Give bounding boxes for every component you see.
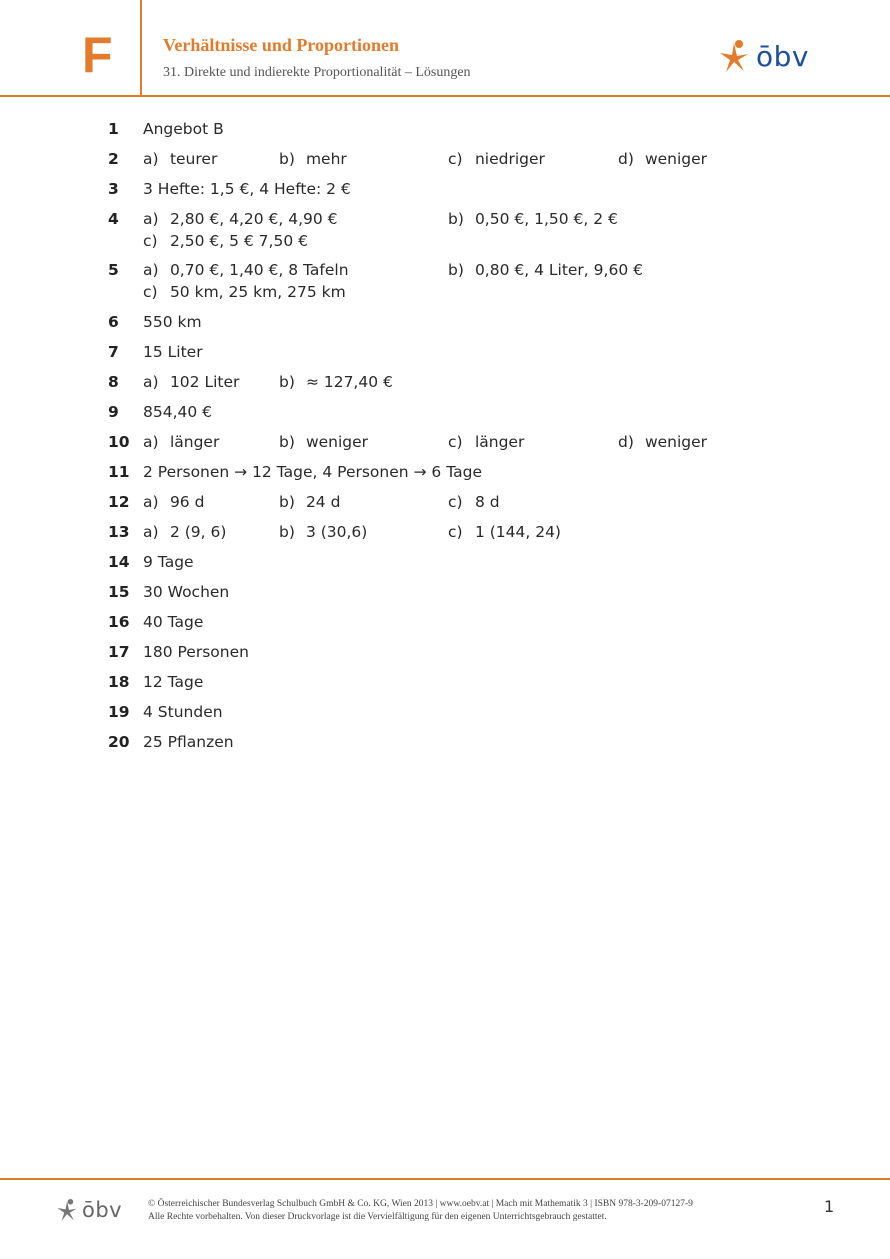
sub-label: a) [143, 373, 159, 391]
copyright-line-1: © Österreichischer Bundesverlag Schulbuch GmbH & Co. KG, Wien 2013 | www.oebv.at | Mach mit Mathematik 3 | ISBN 978-3-209-07127-9 [148, 1199, 693, 1209]
sub-label: a) [143, 523, 159, 541]
answer-cell [143, 371, 239, 393]
answer-number: 17 [108, 643, 130, 661]
answer-text: 15 Liter [143, 343, 203, 361]
answer-cell [279, 491, 340, 513]
sub-label: a) [143, 433, 159, 451]
answer-text: 0,50 €, 1,50 €, 2 € [474, 210, 618, 228]
chapter-title: Verhältnisse und Proportionen [163, 35, 400, 55]
answer-text: 1 (144, 24) [474, 523, 561, 541]
header-divider [140, 0, 142, 95]
obv-star-icon [718, 39, 750, 73]
answer-number: 18 [108, 673, 130, 691]
answer-cell [279, 431, 368, 453]
answer-text: 50 km, 25 km, 275 km [169, 283, 346, 301]
sub-label: b) [448, 210, 464, 228]
answer-cell [143, 208, 338, 230]
obv-star-icon [56, 1198, 78, 1222]
answer-cell [143, 491, 204, 513]
answer-number: 6 [108, 313, 119, 331]
answer-number: 20 [108, 733, 130, 751]
answer-cell [618, 431, 707, 453]
answer-number: 15 [108, 583, 130, 601]
answer-number: 13 [108, 523, 130, 541]
answer-cell [143, 401, 212, 423]
answer-cell [618, 148, 707, 170]
answer-number: 4 [108, 210, 119, 228]
sub-label: b) [279, 373, 295, 391]
footer-divider [0, 1178, 890, 1180]
answer-cell [448, 259, 643, 281]
answer-cell [143, 641, 249, 663]
sub-label: a) [143, 261, 159, 279]
answer-number: 5 [108, 261, 119, 279]
answer-number: 2 [108, 150, 119, 168]
answer-cell [143, 671, 203, 693]
answer-text: 2 Personen → 12 Tage, 4 Personen → 6 Tage [143, 463, 482, 481]
answer-text: 180 Personen [143, 643, 249, 661]
answer-text: 2 (9, 6) [169, 523, 227, 541]
answer-cell [448, 431, 524, 453]
answer-text: teurer [169, 150, 218, 168]
sub-label: b) [279, 523, 295, 541]
sub-label: c) [448, 493, 463, 511]
sub-label: d) [618, 150, 634, 168]
answer-text: 3 (30,6) [305, 523, 368, 541]
answer-number: 14 [108, 553, 130, 571]
sub-label: c) [143, 232, 158, 250]
answer-text: länger [474, 433, 525, 451]
answer-cell [143, 581, 229, 603]
answer-cell [143, 341, 203, 363]
answer-text: 3 Hefte: 1,5 €, 4 Hefte: 2 € [143, 180, 351, 198]
sub-label: a) [143, 493, 159, 511]
answer-cell [143, 611, 203, 633]
sub-label: a) [143, 210, 159, 228]
answer-number: 1 [108, 120, 119, 138]
sub-label: c) [448, 150, 463, 168]
sub-label: c) [143, 283, 158, 301]
answer-cell [143, 701, 223, 723]
section-subtitle: 31. Direkte und indierekte Proportionalität – Lösungen [163, 65, 471, 80]
answer-text: 40 Tage [143, 613, 204, 631]
answer-text: 4 Stunden [143, 703, 223, 721]
answer-cell [143, 311, 202, 333]
copyright-text [148, 1198, 693, 1224]
answer-number: 16 [108, 613, 130, 631]
answer-cell [143, 230, 308, 252]
copyright-line-2: Alle Rechte vorbehalten. Von dieser Druckvorlage ist die Vervielfältigung für den eigenen Unterrichtsgebrauch gestattet. [148, 1212, 607, 1222]
answer-cell [143, 521, 226, 543]
answer-number: 11 [108, 463, 130, 481]
sub-label: d) [618, 433, 634, 451]
answer-cell [143, 431, 219, 453]
publisher-logo [718, 38, 809, 74]
answer-cell [279, 371, 393, 393]
answer-number: 3 [108, 180, 119, 198]
answer-cell [143, 731, 234, 753]
answer-text: 2,80 €, 4,20 €, 4,90 € [169, 210, 338, 228]
answer-number: 8 [108, 373, 119, 391]
answer-text: 0,70 €, 1,40 €, 8 Tafeln [169, 261, 349, 279]
answer-number: 12 [108, 493, 130, 511]
answer-text: 2,50 €, 5 € 7,50 € [169, 232, 308, 250]
answer-cell [279, 521, 367, 543]
answer-text: weniger [305, 433, 369, 451]
answer-text: weniger [644, 433, 708, 451]
sub-label: b) [279, 433, 295, 451]
answer-text: 24 d [305, 493, 341, 511]
answer-text: 102 Liter [169, 373, 240, 391]
answer-cell [143, 259, 349, 281]
answer-cell [143, 148, 217, 170]
answer-text: mehr [305, 150, 347, 168]
answer-text: 12 Tage [143, 673, 204, 691]
answer-text: länger [169, 433, 220, 451]
answer-cell [143, 118, 224, 140]
answer-text: 550 km [143, 313, 202, 331]
answer-cell [279, 148, 347, 170]
answer-cell [448, 521, 561, 543]
sub-label: b) [448, 261, 464, 279]
footer-logo-text: ōbv [82, 1198, 123, 1222]
answer-number: 19 [108, 703, 130, 721]
sub-label: c) [448, 433, 463, 451]
answer-text: ≈ 127,40 € [305, 373, 393, 391]
answer-text: 96 d [169, 493, 205, 511]
sub-label: b) [279, 493, 295, 511]
sub-label: b) [279, 150, 295, 168]
answer-text: 30 Wochen [143, 583, 230, 601]
answer-cell [448, 491, 500, 513]
sub-label: a) [143, 150, 159, 168]
answer-text: niedriger [474, 150, 545, 168]
logo-text: ōbv [756, 39, 809, 73]
answer-text: 9 Tage [143, 553, 194, 571]
answer-cell [143, 281, 346, 303]
answer-number: 9 [108, 403, 119, 421]
answer-cell [143, 178, 351, 200]
answer-number: 7 [108, 343, 119, 361]
answer-cell [448, 148, 545, 170]
page-header [0, 0, 890, 97]
answer-text: 0,80 €, 4 Liter, 9,60 € [474, 261, 643, 279]
section-letter: F [82, 27, 113, 83]
answer-number: 10 [108, 433, 130, 451]
page-number: 1 [824, 1197, 835, 1216]
answer-text: Angebot B [143, 120, 224, 138]
answer-cell [448, 208, 618, 230]
answer-cell [143, 461, 482, 483]
answer-text: weniger [644, 150, 708, 168]
sub-label: c) [448, 523, 463, 541]
answer-text: 25 Pflanzen [143, 733, 234, 751]
answer-text: 8 d [474, 493, 500, 511]
answer-text: 854,40 € [143, 403, 213, 421]
answer-cell [143, 551, 194, 573]
footer-logo [56, 1198, 122, 1222]
